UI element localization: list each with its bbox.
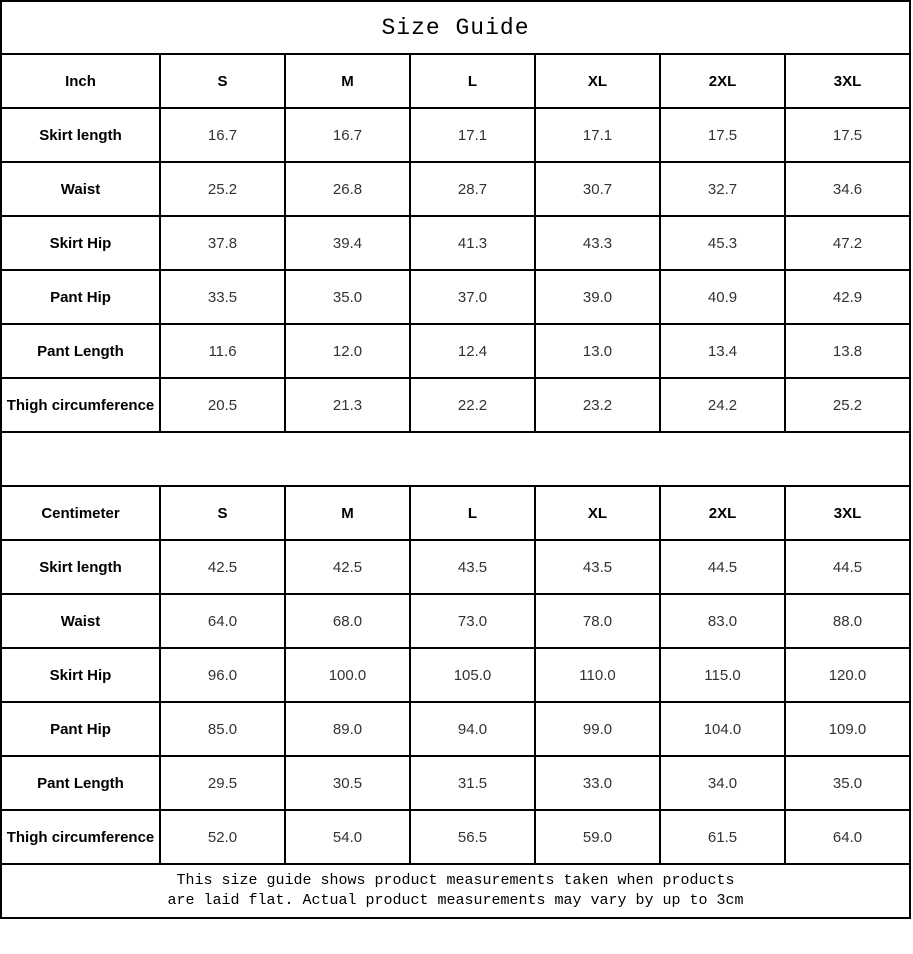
size-column-header-xl: XL [535, 486, 660, 540]
measurement-cell: 17.5 [785, 108, 910, 162]
measurement-cell: 68.0 [285, 594, 410, 648]
row-label: Pant Hip [1, 270, 160, 324]
table-row-inch-thigh [1, 378, 910, 432]
measurement-cell: 16.7 [160, 108, 285, 162]
title-row [1, 1, 910, 54]
measurement-cell: 96.0 [160, 648, 285, 702]
size-column-header-3xl: 3XL [785, 54, 910, 108]
measurement-cell: 42.5 [160, 540, 285, 594]
table-row-inch-pant-hip [1, 270, 910, 324]
table-row-inch-pant-length [1, 324, 910, 378]
measurement-cell: 13.4 [660, 324, 785, 378]
measurement-cell: 39.0 [535, 270, 660, 324]
size-column-header-2xl: 2XL [660, 486, 785, 540]
measurement-cell: 39.4 [285, 216, 410, 270]
measurement-cell: 54.0 [285, 810, 410, 864]
measurement-cell: 30.7 [535, 162, 660, 216]
table-row-inch-skirt-length [1, 108, 910, 162]
measurement-cell: 12.0 [285, 324, 410, 378]
measurement-cell: 47.2 [785, 216, 910, 270]
measurement-cell: 78.0 [535, 594, 660, 648]
measurement-cell: 34.6 [785, 162, 910, 216]
row-label: Waist [1, 594, 160, 648]
table-row-cm-thigh [1, 810, 910, 864]
measurement-cell: 16.7 [285, 108, 410, 162]
measurement-cell: 37.8 [160, 216, 285, 270]
table-row-inch-skirt-hip [1, 216, 910, 270]
inch-header-row [1, 54, 910, 108]
footer-note-line2: are laid flat. Actual product measurements may vary by up to 3cm [167, 892, 744, 909]
size-column-header-l: L [410, 54, 535, 108]
measurement-cell: 37.0 [410, 270, 535, 324]
size-column-header-l: L [410, 486, 535, 540]
measurement-cell: 89.0 [285, 702, 410, 756]
table-row-cm-skirt-hip [1, 648, 910, 702]
table-row-inch-waist [1, 162, 910, 216]
measurement-cell: 21.3 [285, 378, 410, 432]
unit-header-centimeter: Centimeter [1, 486, 160, 540]
size-column-header-xl: XL [535, 54, 660, 108]
measurement-cell: 104.0 [660, 702, 785, 756]
measurement-cell: 61.5 [660, 810, 785, 864]
measurement-cell: 17.1 [410, 108, 535, 162]
measurement-cell: 45.3 [660, 216, 785, 270]
measurement-cell: 25.2 [785, 378, 910, 432]
measurement-cell: 52.0 [160, 810, 285, 864]
measurement-cell: 11.6 [160, 324, 285, 378]
measurement-cell: 32.7 [660, 162, 785, 216]
table-row-cm-pant-length [1, 756, 910, 810]
measurement-cell: 99.0 [535, 702, 660, 756]
row-label: Waist [1, 162, 160, 216]
row-label: Skirt length [1, 540, 160, 594]
measurement-cell: 17.5 [660, 108, 785, 162]
measurement-cell: 23.2 [535, 378, 660, 432]
measurement-cell: 13.8 [785, 324, 910, 378]
measurement-cell: 35.0 [785, 756, 910, 810]
unit-header-inch: Inch [1, 54, 160, 108]
measurement-cell: 13.0 [535, 324, 660, 378]
table-row-cm-waist [1, 594, 910, 648]
measurement-cell: 22.2 [410, 378, 535, 432]
measurement-cell: 28.7 [410, 162, 535, 216]
table-row-cm-skirt-length [1, 540, 910, 594]
measurement-cell: 83.0 [660, 594, 785, 648]
measurement-cell: 88.0 [785, 594, 910, 648]
measurement-cell: 34.0 [660, 756, 785, 810]
measurement-cell: 56.5 [410, 810, 535, 864]
measurement-cell: 44.5 [660, 540, 785, 594]
size-column-header-m: M [285, 54, 410, 108]
footer-note [1, 864, 910, 918]
size-column-header-m: M [285, 486, 410, 540]
row-label: Skirt length [1, 108, 160, 162]
measurement-cell: 44.5 [785, 540, 910, 594]
measurement-cell: 109.0 [785, 702, 910, 756]
measurement-cell: 41.3 [410, 216, 535, 270]
size-column-header-3xl: 3XL [785, 486, 910, 540]
measurement-cell: 43.5 [410, 540, 535, 594]
size-column-header-2xl: 2XL [660, 54, 785, 108]
size-column-header-s: S [160, 486, 285, 540]
measurement-cell: 17.1 [535, 108, 660, 162]
measurement-cell: 24.2 [660, 378, 785, 432]
table-row-cm-pant-hip [1, 702, 910, 756]
measurement-cell: 43.3 [535, 216, 660, 270]
row-label: Skirt Hip [1, 648, 160, 702]
measurement-cell: 85.0 [160, 702, 285, 756]
row-label: Skirt Hip [1, 216, 160, 270]
measurement-cell: 115.0 [660, 648, 785, 702]
measurement-cell: 30.5 [285, 756, 410, 810]
measurement-cell: 29.5 [160, 756, 285, 810]
measurement-cell: 42.9 [785, 270, 910, 324]
measurement-cell: 43.5 [535, 540, 660, 594]
row-label: Pant Length [1, 756, 160, 810]
measurement-cell: 33.5 [160, 270, 285, 324]
size-column-header-s: S [160, 54, 285, 108]
footer-row [1, 864, 910, 918]
row-label: Thigh circumference [1, 378, 160, 432]
measurement-cell: 35.0 [285, 270, 410, 324]
measurement-cell: 20.5 [160, 378, 285, 432]
measurement-cell: 120.0 [785, 648, 910, 702]
measurement-cell: 12.4 [410, 324, 535, 378]
measurement-cell: 100.0 [285, 648, 410, 702]
page-title: Size Guide [1, 1, 910, 54]
measurement-cell: 31.5 [410, 756, 535, 810]
measurement-cell: 105.0 [410, 648, 535, 702]
cm-header-row [1, 486, 910, 540]
measurement-cell: 59.0 [535, 810, 660, 864]
measurement-cell: 25.2 [160, 162, 285, 216]
measurement-cell: 40.9 [660, 270, 785, 324]
measurement-cell: 26.8 [285, 162, 410, 216]
measurement-cell: 94.0 [410, 702, 535, 756]
footer-note-line1: This size guide shows product measurements taken when products [176, 872, 735, 889]
measurement-cell: 42.5 [285, 540, 410, 594]
measurement-cell: 33.0 [535, 756, 660, 810]
table-gap [1, 432, 910, 486]
measurement-cell: 64.0 [160, 594, 285, 648]
row-label: Pant Hip [1, 702, 160, 756]
measurement-cell: 64.0 [785, 810, 910, 864]
row-label: Pant Length [1, 324, 160, 378]
measurement-cell: 110.0 [535, 648, 660, 702]
table-gap-row [1, 432, 910, 486]
measurement-cell: 73.0 [410, 594, 535, 648]
row-label: Thigh circumference [1, 810, 160, 864]
